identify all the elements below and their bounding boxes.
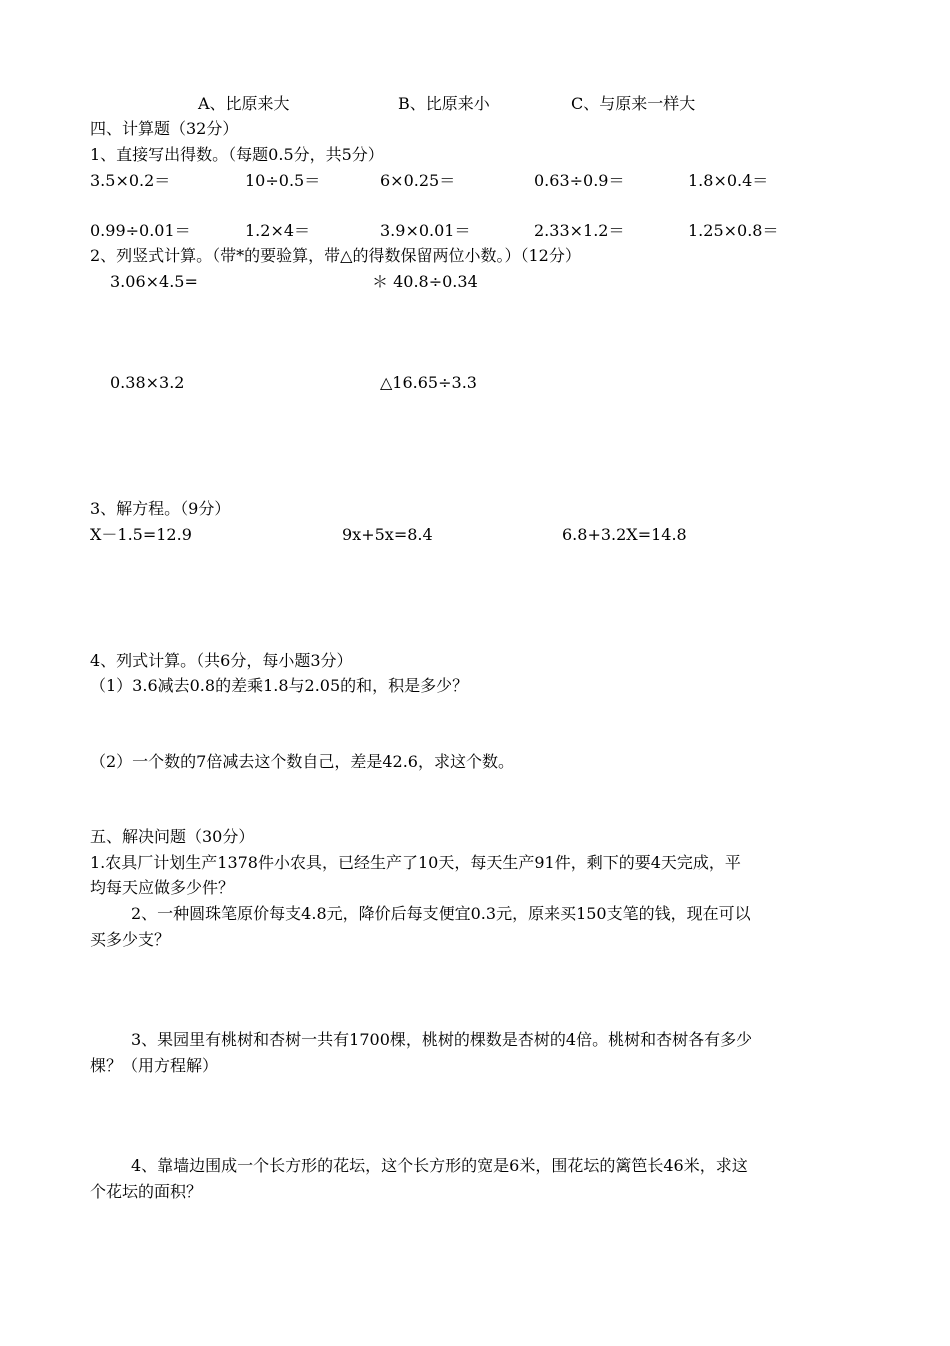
q3-title: 3、解方程。（9分） <box>90 499 231 518</box>
oral-calc-item: 3.9×0.01＝ <box>380 221 471 240</box>
problem-1-line: 均每天应做多少件？ <box>90 878 235 897</box>
expression-item: （1）3.6减去0.8的差乘1.8与2.05的和，积是多少？ <box>90 676 469 695</box>
q1-title: 1、直接写出得数。（每题0.5分，共5分） <box>90 145 384 164</box>
problem-1-line: 1.农具厂计划生产1378件小农具，已经生产了10天，每天生产91件，剩下的要4天完成，平 <box>90 853 741 872</box>
equation-item: 9x+5x=8.4 <box>342 525 433 544</box>
q2-title: 2、列竖式计算。（带*的要验算，带△的得数保留两位小数。）（12分） <box>90 246 581 265</box>
oral-calc-item: 0.99÷0.01＝ <box>90 221 191 240</box>
section5-heading: 五、解决问题（30分） <box>90 827 255 846</box>
oral-calc-item: 0.63÷0.9＝ <box>534 171 625 190</box>
option-a: A、比原来大 <box>198 94 290 113</box>
vertical-calc-item: △16.65÷3.3 <box>380 373 477 392</box>
expression-item: （2）一个数的7倍减去这个数自己，差是42.6，求这个数。 <box>90 752 514 771</box>
problem-3-line: 棵？（用方程解） <box>90 1056 219 1075</box>
vertical-calc-item: 3.06×4.5= <box>110 272 198 291</box>
oral-calc-item: 1.2×4＝ <box>245 221 311 240</box>
oral-calc-item: 3.5×0.2＝ <box>90 171 171 190</box>
option-b: B、比原来小 <box>398 94 490 113</box>
equation-item: X－1.5=12.9 <box>90 525 192 544</box>
vertical-calc-item: ＊ 40.8÷0.34 <box>372 272 478 291</box>
problem-4-line: 4、靠墙边围成一个长方形的花坛，这个长方形的宽是6米，围花坛的篱笆长46米，求这 <box>131 1156 748 1175</box>
oral-calc-item: 2.33×1.2＝ <box>534 221 625 240</box>
problem-2-line: 2、一种圆珠笔原价每支4.8元，降价后每支便宜0.3元，原来买150支笔的钱，现在可以 <box>131 904 751 923</box>
problem-2-line: 买多少支？ <box>90 930 171 949</box>
option-c: C、与原来一样大 <box>571 94 696 113</box>
oral-calc-item: 6×0.25＝ <box>380 171 456 190</box>
section4-heading: 四、计算题（32分） <box>90 119 239 138</box>
vertical-calc-item: 0.38×3.2 <box>110 373 185 392</box>
equation-item: 6.8+3.2X=14.8 <box>562 525 687 544</box>
q4-title: 4、列式计算。（共6分，每小题3分） <box>90 651 353 670</box>
oral-calc-item: 1.8×0.4＝ <box>688 171 769 190</box>
problem-4-line: 个花坛的面积？ <box>90 1182 203 1201</box>
oral-calc-item: 10÷0.5＝ <box>245 171 321 190</box>
problem-3-line: 3、果园里有桃树和杏树一共有1700棵，桃树的棵数是杏树的4倍。桃树和杏树各有多少 <box>131 1030 753 1049</box>
oral-calc-item: 1.25×0.8＝ <box>688 221 779 240</box>
